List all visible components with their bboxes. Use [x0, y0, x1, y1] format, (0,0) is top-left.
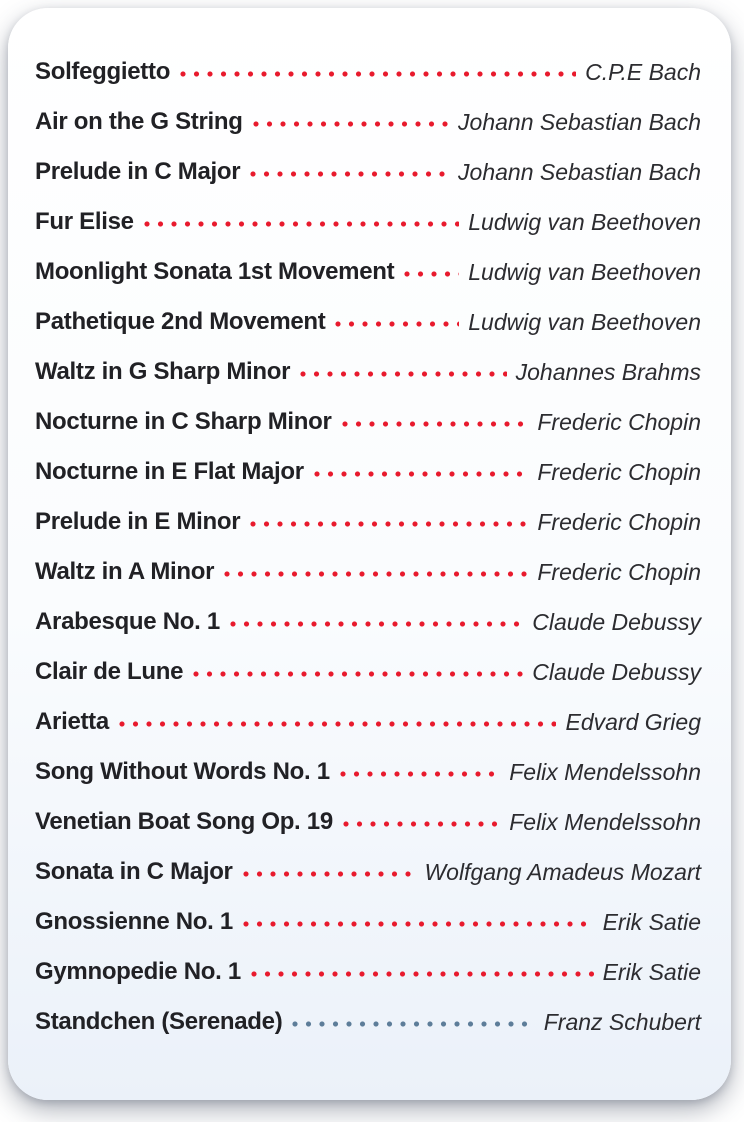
piece-title: Arabesque No. 1 [35, 608, 220, 635]
piece-title: Pathetique 2nd Movement [35, 308, 326, 335]
dotted-leader [144, 221, 460, 227]
dotted-leader [243, 871, 416, 877]
composer-name: Claude Debussy [532, 608, 701, 635]
composer-name: Johann Sebastian Bach [458, 108, 701, 135]
dotted-leader [335, 321, 459, 327]
composer-name: Ludwig van Beethoven [468, 208, 701, 235]
repertoire-row [35, 597, 701, 647]
dotted-leader [292, 1021, 534, 1027]
repertoire-row [35, 397, 701, 447]
piece-title: Song Without Words No. 1 [35, 758, 330, 785]
composer-name: Frederic Chopin [537, 558, 701, 585]
repertoire-row [35, 897, 701, 947]
repertoire-row [35, 847, 701, 897]
piece-title: Nocturne in E Flat Major [35, 458, 304, 485]
piece-title: Arietta [35, 708, 109, 735]
piece-title: Air on the G String [35, 108, 243, 135]
composer-name: Johann Sebastian Bach [458, 158, 701, 185]
piece-title: Clair de Lune [35, 658, 184, 685]
composer-name: Erik Satie [602, 908, 701, 935]
composer-name: Frederic Chopin [537, 508, 701, 535]
repertoire-row [35, 747, 701, 797]
dotted-leader [193, 671, 523, 677]
piece-title: Prelude in C Major [35, 158, 241, 185]
composer-name: Felix Mendelssohn [509, 758, 701, 785]
piece-title: Gnossienne No. 1 [35, 908, 233, 935]
dotted-leader [243, 921, 594, 927]
dotted-leader [251, 971, 594, 977]
repertoire-row [35, 197, 701, 247]
dotted-leader [119, 721, 557, 727]
dotted-leader [342, 421, 529, 427]
dotted-leader [300, 371, 506, 377]
composer-name: Franz Schubert [543, 1008, 701, 1035]
composer-name: Wolfgang Amadeus Mozart [424, 858, 701, 885]
composer-name: Edvard Grieg [565, 708, 701, 735]
composer-name: Ludwig van Beethoven [468, 258, 701, 285]
piece-title: Waltz in A Minor [35, 558, 215, 585]
repertoire-row [35, 647, 701, 697]
repertoire-row [35, 347, 701, 397]
composer-name: Erik Satie [602, 958, 701, 985]
repertoire-row [35, 997, 701, 1047]
composer-name: Johannes Brahms [515, 358, 701, 385]
dotted-leader [180, 71, 576, 77]
repertoire-card [8, 8, 731, 1100]
composer-name: Felix Mendelssohn [509, 808, 701, 835]
dotted-leader [340, 771, 500, 777]
piece-title: Fur Elise [35, 208, 134, 235]
dotted-leader [224, 571, 528, 577]
repertoire-row [35, 697, 701, 747]
composer-name: Ludwig van Beethoven [468, 308, 701, 335]
piece-title: Solfeggietto [35, 58, 171, 85]
repertoire-row [35, 947, 701, 997]
repertoire-row [35, 797, 701, 847]
dotted-leader [314, 471, 529, 477]
piece-title: Waltz in G Sharp Minor [35, 358, 291, 385]
repertoire-row [35, 547, 701, 597]
repertoire-row [35, 447, 701, 497]
piece-title: Moonlight Sonata 1st Movement [35, 258, 395, 285]
repertoire-list [8, 8, 731, 1047]
dotted-leader [343, 821, 500, 827]
composer-name: Claude Debussy [532, 658, 701, 685]
composer-name: Frederic Chopin [537, 458, 701, 485]
piece-title: Nocturne in C Sharp Minor [35, 408, 332, 435]
dotted-leader [404, 271, 459, 277]
piece-title: Gymnopedie No. 1 [35, 958, 241, 985]
composer-name: C.P.E Bach [585, 58, 701, 85]
repertoire-row [35, 297, 701, 347]
piece-title: Venetian Boat Song Op. 19 [35, 808, 333, 835]
composer-name: Frederic Chopin [537, 408, 701, 435]
piece-title: Standchen (Serenade) [35, 1008, 283, 1035]
dotted-leader [230, 621, 523, 627]
repertoire-row [35, 47, 701, 97]
piece-title: Prelude in E Minor [35, 508, 241, 535]
repertoire-row [35, 147, 701, 197]
dotted-leader [250, 521, 528, 527]
dotted-leader [253, 121, 449, 127]
repertoire-row [35, 247, 701, 297]
piece-title: Sonata in C Major [35, 858, 233, 885]
repertoire-row [35, 497, 701, 547]
dotted-leader [250, 171, 449, 177]
repertoire-row [35, 97, 701, 147]
